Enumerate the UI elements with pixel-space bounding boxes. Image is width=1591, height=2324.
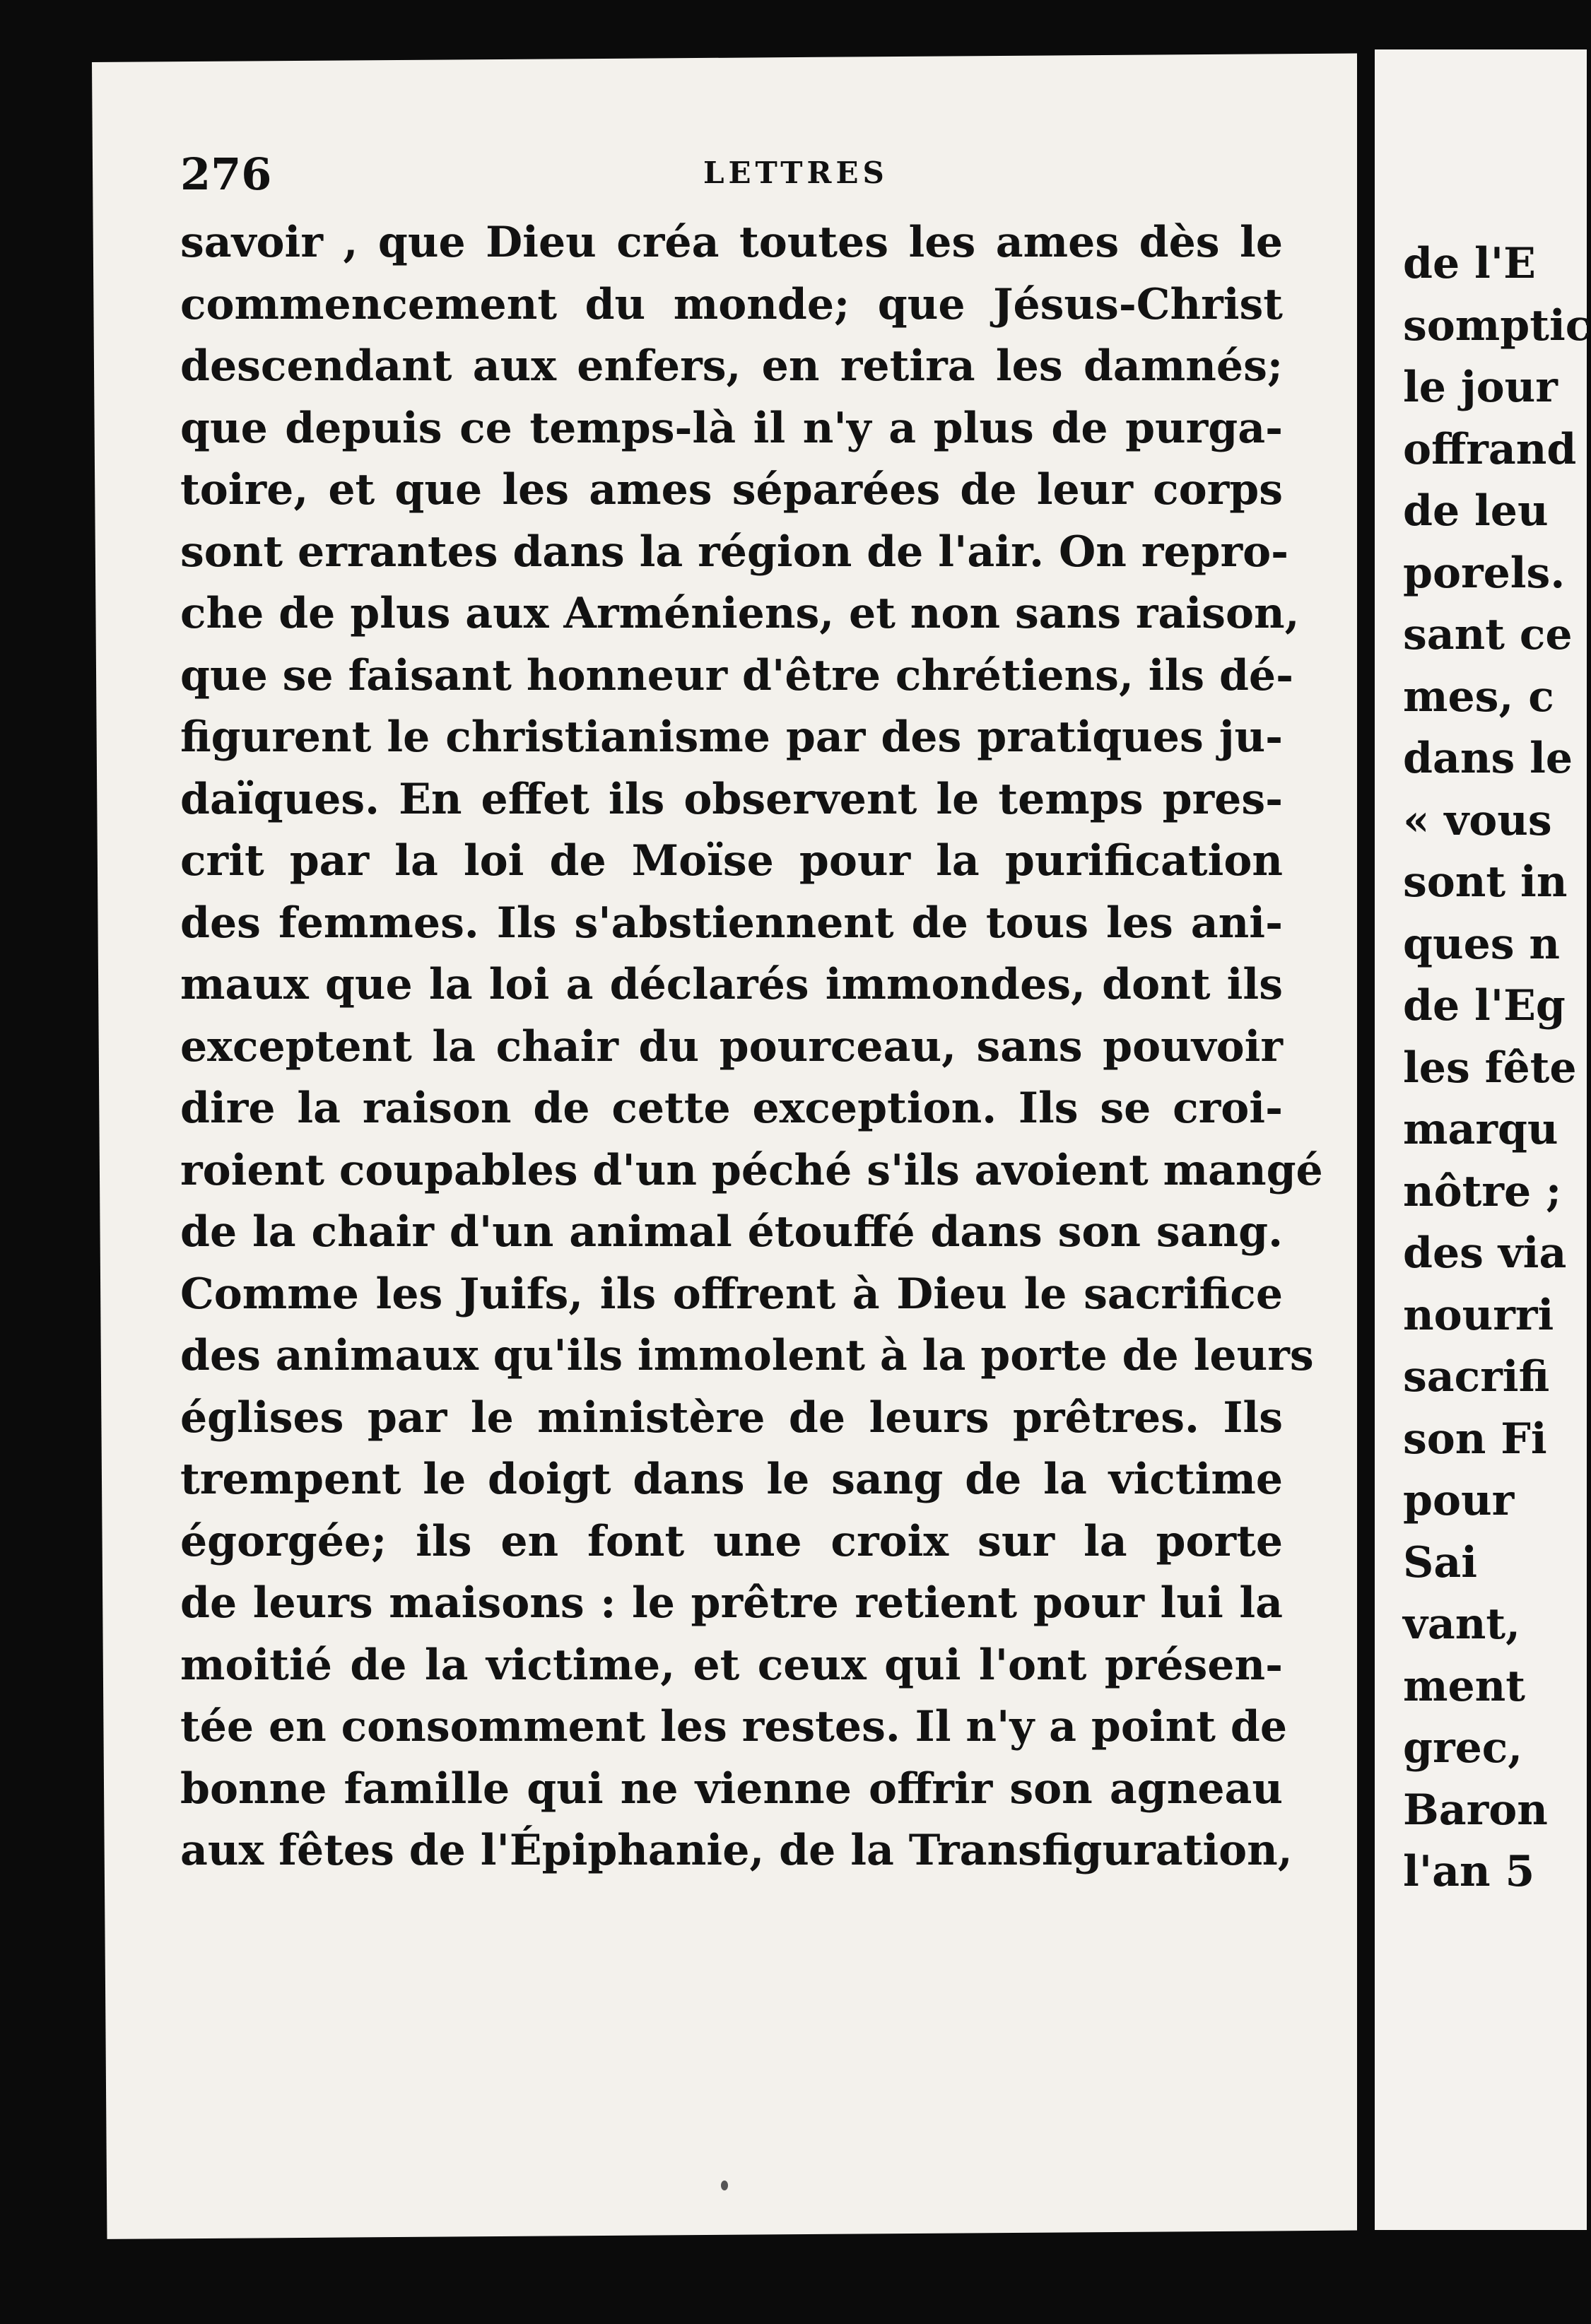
text-line: des animaux qu'ils immolent à la porte de leurs: [180, 1331, 1314, 1380]
page-gutter: [1357, 49, 1375, 2241]
right-text-line: sant ce: [1403, 610, 1573, 659]
text-line: bonne famille qui ne vienne offrir son agneau: [180, 1763, 1283, 1814]
right-text-line: dans le: [1403, 734, 1573, 783]
right-page-text: [1403, 233, 1591, 1903]
text-line: égorgée; ils en font une croix sur la porte: [180, 1516, 1283, 1566]
text-line: che de plus aux Arméniens, et non sans raison,: [180, 589, 1300, 638]
right-text-line: de l'Eg: [1403, 981, 1566, 1031]
text-line: aux fêtes de l'Épiphanie, de la Transfiguration,: [180, 1826, 1293, 1875]
text-line: de la chair d'un animal étouffé dans son sang.: [180, 1207, 1283, 1257]
text-line: toire, et que les ames séparées de leur corps: [180, 465, 1283, 515]
right-text-line: ment: [1403, 1661, 1525, 1711]
right-text-line: grec,: [1403, 1723, 1523, 1773]
right-text-line: nourri: [1403, 1290, 1554, 1340]
text-line: de leurs maisons : le prêtre retient pour lui la: [180, 1578, 1283, 1628]
text-line: commencement du monde; que Jésus-Christ: [180, 279, 1283, 329]
text-line: que se faisant honneur d'être chrétiens, ils dé-: [180, 650, 1293, 700]
right-text-line: « vous: [1403, 795, 1552, 845]
right-text-line: mes, c: [1403, 671, 1554, 722]
text-line: Comme les Juifs, ils offrent à Dieu le sacrifice: [180, 1269, 1283, 1319]
ink-smudge: [721, 2181, 728, 2190]
right-text-line: Baron: [1403, 1785, 1548, 1835]
text-line: savoir , que Dieu créa toutes les ames dès le: [180, 218, 1283, 267]
right-text-line: vant,: [1403, 1600, 1520, 1649]
text-line: dire la raison de cette exception. Ils se croi-: [180, 1084, 1283, 1133]
running-head: LETTRES: [703, 155, 888, 190]
right-text-line: nôtre ;: [1403, 1166, 1562, 1216]
right-text-line: les fête: [1403, 1043, 1577, 1093]
right-text-line: sacrifi: [1403, 1352, 1550, 1402]
right-text-line: pour: [1403, 1476, 1515, 1525]
right-text-line: Sai: [1403, 1537, 1477, 1588]
text-line: roient coupables d'un péché s'ils avoient mangé: [180, 1145, 1323, 1195]
right-text-line: le jour: [1403, 363, 1558, 412]
text-line: moitié de la victime, et ceux qui l'ont présen-: [180, 1640, 1283, 1690]
text-line: daïques. En effet ils observent le temps pres-: [180, 774, 1283, 824]
body-text: [180, 212, 1323, 1882]
right-text-line: son Fi: [1403, 1414, 1547, 1464]
right-text-line: de l'E: [1403, 239, 1536, 288]
text-line: églises par le ministère de leurs prêtres. Ils: [180, 1392, 1283, 1443]
right-text-line: l'an 5: [1403, 1847, 1535, 1896]
text-line: des femmes. Ils s'abstiennent de tous les ani-: [180, 898, 1283, 948]
right-text-line: porels.: [1403, 548, 1566, 598]
text-line: que depuis ce temps-là il n'y a plus de purga-: [180, 403, 1283, 453]
text-line: descendant aux enfers, en retira les damnés;: [180, 341, 1283, 391]
page-number: 276: [180, 148, 272, 200]
text-line: figurent le christianisme par des pratiques ju-: [180, 712, 1283, 762]
right-text-line: sont in: [1403, 857, 1568, 907]
text-line: trempent le doigt dans le sang de la victime: [180, 1455, 1283, 1504]
right-text-line: de leu: [1403, 486, 1549, 536]
right-text-line: ques n: [1403, 919, 1561, 969]
right-text-line: des via: [1403, 1228, 1567, 1278]
right-text-line: offrand: [1403, 424, 1577, 474]
text-line: crit par la loi de Moïse pour la purification: [180, 836, 1283, 886]
right-text-line: marqu: [1403, 1105, 1558, 1154]
page-header: [180, 148, 1279, 205]
text-line: exceptent la chair du pourceau, sans pouvoir: [180, 1021, 1283, 1072]
text-line: tée en consomment les restes. Il n'y a point de: [180, 1702, 1288, 1751]
right-text-line: somptic: [1403, 300, 1591, 351]
text-line: sont errantes dans la région de l'air. On repro-: [180, 527, 1288, 577]
text-line: maux que la loi a déclarés immondes, dont ils: [180, 960, 1283, 1009]
